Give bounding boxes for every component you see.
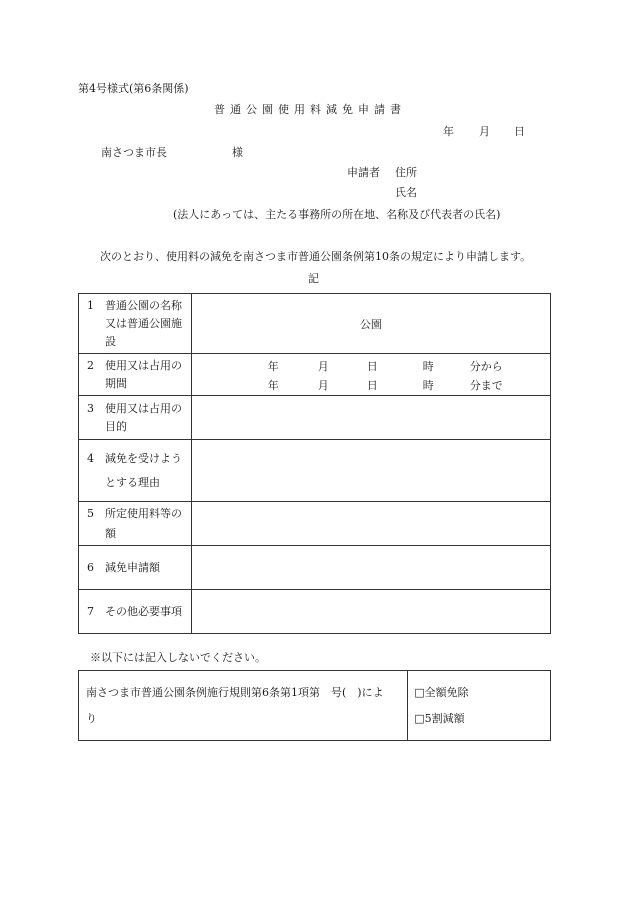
- other-matters-field[interactable]: [191, 590, 550, 634]
- row-number: 6: [87, 560, 94, 574]
- table-row: [79, 671, 551, 741]
- row-label: 使用又は占用の: [105, 401, 182, 415]
- ki-label: 記: [308, 272, 319, 285]
- applicant-label: 申請者: [347, 166, 380, 179]
- row-number: 3: [87, 401, 94, 415]
- date-day: 日: [514, 125, 525, 138]
- row-number: 1: [87, 298, 94, 312]
- row-number: 2: [87, 358, 94, 372]
- period-from-year: 年: [267, 359, 279, 373]
- regulation-cell: [79, 671, 408, 741]
- intro-text: 次のとおり、使用料の減免を南さつま市普通公園条例第10条の規定により申請します。: [100, 250, 532, 263]
- period-to-hour: 時: [422, 378, 434, 392]
- period-from-month: 月: [317, 359, 329, 373]
- period-to-minute: 分まで: [469, 378, 503, 392]
- exemption-options-cell: [408, 671, 551, 741]
- applicant-name: 氏名: [395, 186, 417, 199]
- addressee-honorific: 様: [232, 146, 243, 159]
- full-exemption-option[interactable]: □全額免除: [414, 685, 469, 699]
- table-row: [79, 590, 551, 634]
- row-number: 7: [87, 604, 94, 618]
- table-row: [79, 354, 551, 396]
- park-name-field[interactable]: [191, 294, 550, 354]
- row-label: 使用又は占用の: [105, 358, 182, 372]
- applicant-note: (法人にあっては、主たる事務所の所在地、名称及び代表者の氏名): [173, 208, 501, 221]
- office-use-table: [78, 670, 551, 741]
- half-reduction-option[interactable]: □5割減額: [414, 711, 465, 725]
- row-label: 設: [105, 334, 116, 348]
- park-suffix: 公園: [359, 317, 382, 331]
- row-label: 減免申請額: [105, 560, 160, 574]
- period-to-month: 月: [317, 378, 329, 392]
- period-from-hour: 時: [422, 359, 434, 373]
- row-label: とする理由: [105, 475, 160, 489]
- row-label: 所定使用料等の: [105, 506, 182, 520]
- fee-amount-field[interactable]: [191, 502, 550, 546]
- application-table: [78, 293, 551, 634]
- period-to-day: 日: [366, 378, 378, 392]
- form-title: 普通公園使用料減免申請書: [214, 103, 406, 116]
- row-label: 普通公園の名称: [105, 298, 182, 312]
- reduction-amount-field[interactable]: [191, 546, 550, 590]
- notice-text: ※以下には記入しないでください。: [90, 651, 266, 664]
- period-to-year: 年: [267, 378, 279, 392]
- table-row: [79, 294, 551, 354]
- table-row: [79, 396, 551, 440]
- date-month: 月: [479, 125, 490, 138]
- regulation-text-cont: り: [86, 711, 97, 725]
- applicant-address: 住所: [395, 166, 417, 179]
- row-label: 目的: [105, 419, 127, 433]
- period-field[interactable]: [191, 354, 550, 396]
- table-row: [79, 502, 551, 546]
- regulation-text: 南さつま市普通公園条例施行規則第6条第1項第 号( )によ: [86, 685, 384, 699]
- purpose-field[interactable]: [191, 396, 550, 440]
- period-from-day: 日: [366, 359, 378, 373]
- reason-field[interactable]: [191, 440, 550, 502]
- row-label: 期間: [105, 376, 127, 390]
- date-year: 年: [443, 125, 454, 138]
- table-row: [79, 440, 551, 502]
- table-row: [79, 546, 551, 590]
- row-label: 額: [105, 526, 116, 540]
- row-label: 又は普通公園施: [105, 316, 182, 330]
- row-label: その他必要事項: [105, 604, 182, 618]
- form-number: 第4号様式(第6条関係): [78, 82, 189, 95]
- row-label: 減免を受けよう: [105, 451, 182, 465]
- row-number: 5: [87, 506, 94, 520]
- period-from-minute: 分から: [469, 359, 503, 373]
- row-number: 4: [87, 451, 94, 465]
- addressee-name: 南さつま市長: [101, 146, 167, 159]
